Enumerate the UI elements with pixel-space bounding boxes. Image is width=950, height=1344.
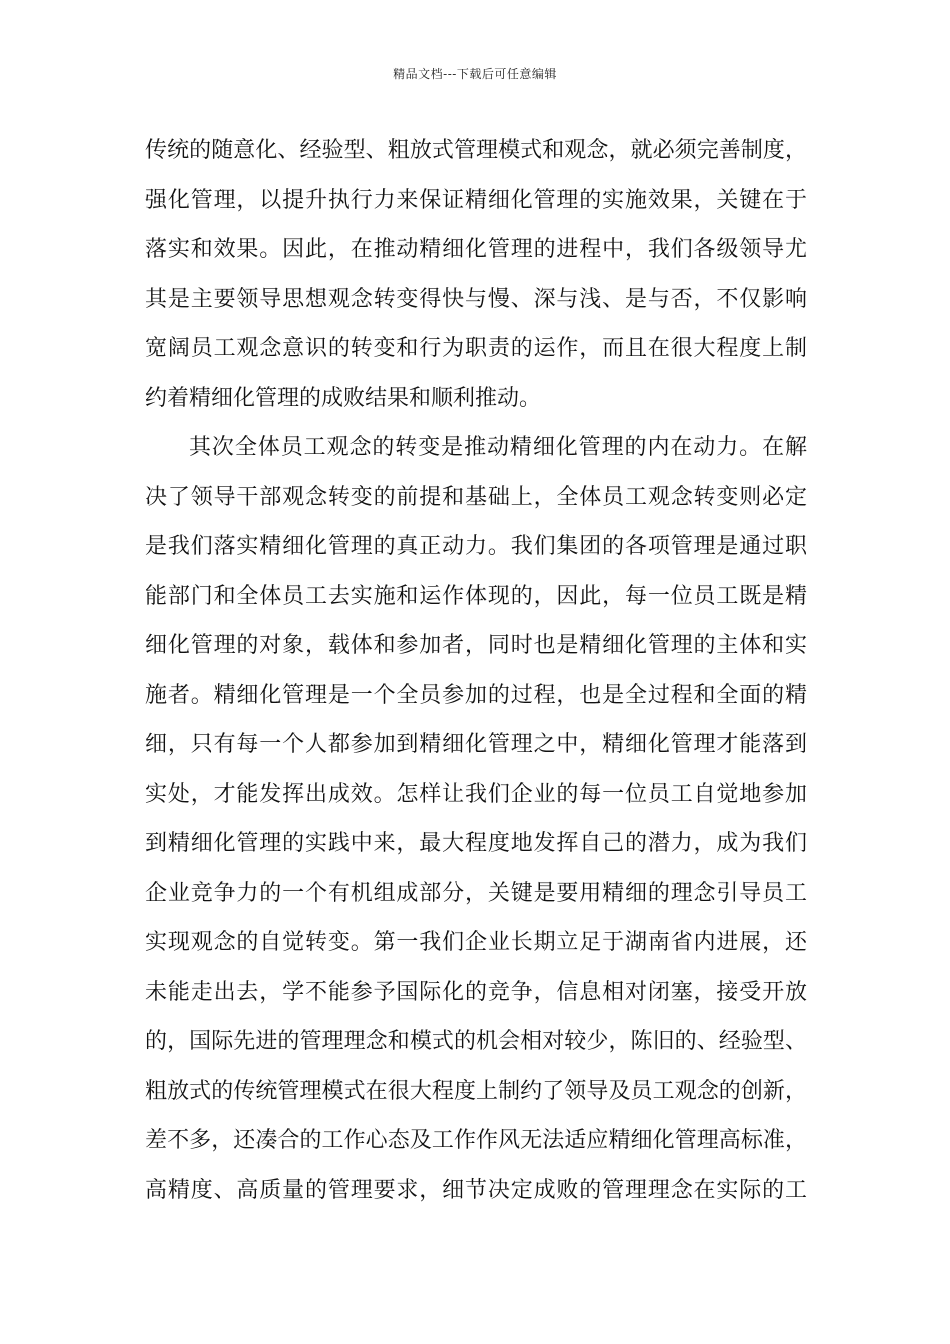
paragraph-2-line-15: 差不多，还凑合的工作心态及工作作风无法适应精细化管理高标准， bbox=[145, 1128, 807, 1153]
paragraph-1-line-4: 其是主要领导思想观念转变得快与慢、深与浅、是与否，不仅影响 bbox=[145, 286, 807, 312]
paragraph-2-line-13: 的，国际先进的管理理念和模式的机会相对较少，陈旧的、经验型、 bbox=[145, 1029, 807, 1054]
paragraph-2-line-12: 未能走出去，学不能参予国际化的竞争，信息相对闭塞，接受开放 bbox=[145, 979, 807, 1005]
paragraph-2-line-14: 粗放式的传统管理模式在很大程度上制约了领导及员工观念的创新， bbox=[145, 1078, 807, 1104]
paragraph-1-line-2: 强化管理，以提升执行力来保证精细化管理的实施效果，关键在于 bbox=[145, 187, 807, 213]
paragraph-2-line-11: 实现观念的自觉转变。第一我们企业长期立足于湖南省内进展，还 bbox=[145, 930, 807, 955]
paragraph-2-line-5: 细化管理的对象，载体和参加者，同时也是精细化管理的主体和实 bbox=[145, 633, 807, 658]
paragraph-2-line-4: 能部门和全体员工去实施和运作体现的，因此，每一位员工既是精 bbox=[145, 583, 807, 609]
paragraph-1-line-5: 宽阔员工观念意识的转变和行为职责的运作，而且在很大程度上制 bbox=[145, 336, 807, 361]
paragraph-2-line-9: 到精细化管理的实践中来，最大程度地发挥自己的潜力，成为我们 bbox=[145, 831, 807, 856]
paragraph-1-line-6: 约着精细化管理的成败结果和顺利推动。 bbox=[145, 385, 542, 411]
paragraph-2-line-8: 实处，才能发挥出成效。怎样让我们企业的每一位员工自觉地参加 bbox=[145, 781, 807, 807]
page-header: 精品文档---下载后可任意编辑 bbox=[393, 67, 557, 81]
paragraph-2-line-6: 施者。精细化管理是一个全员参加的过程，也是全过程和全面的精 bbox=[145, 682, 807, 708]
paragraph-2-line-16: 高精度、高质量的管理要求，细节决定成败的管理理念在实际的工 bbox=[145, 1177, 807, 1203]
paragraph-2-line-2: 决了领导干部观念转变的前提和基础上，全体员工观念转变则必定 bbox=[145, 484, 807, 510]
paragraph-2-line-3: 是我们落实精细化管理的真正动力。我们集团的各项管理是通过职 bbox=[145, 534, 807, 559]
document-body bbox=[145, 126, 807, 1215]
paragraph-2-line-1: 其次全体员工观念的转变是推动精细化管理的内在动力。在解 bbox=[189, 435, 807, 460]
paragraph-2-line-7: 细，只有每一个人都参加到精细化管理之中，精细化管理才能落到 bbox=[145, 732, 807, 757]
paragraph-2-line-10: 企业竞争力的一个有机组成部分，关键是要用精细的理念引导员工 bbox=[145, 880, 807, 906]
paragraph-1-line-3: 落实和效果。因此，在推动精细化管理的进程中，我们各级领导尤 bbox=[145, 237, 807, 262]
paragraph-1-line-1: 传统的随意化、经验型、粗放式管理模式和观念，就必须完善制度， bbox=[145, 138, 807, 163]
